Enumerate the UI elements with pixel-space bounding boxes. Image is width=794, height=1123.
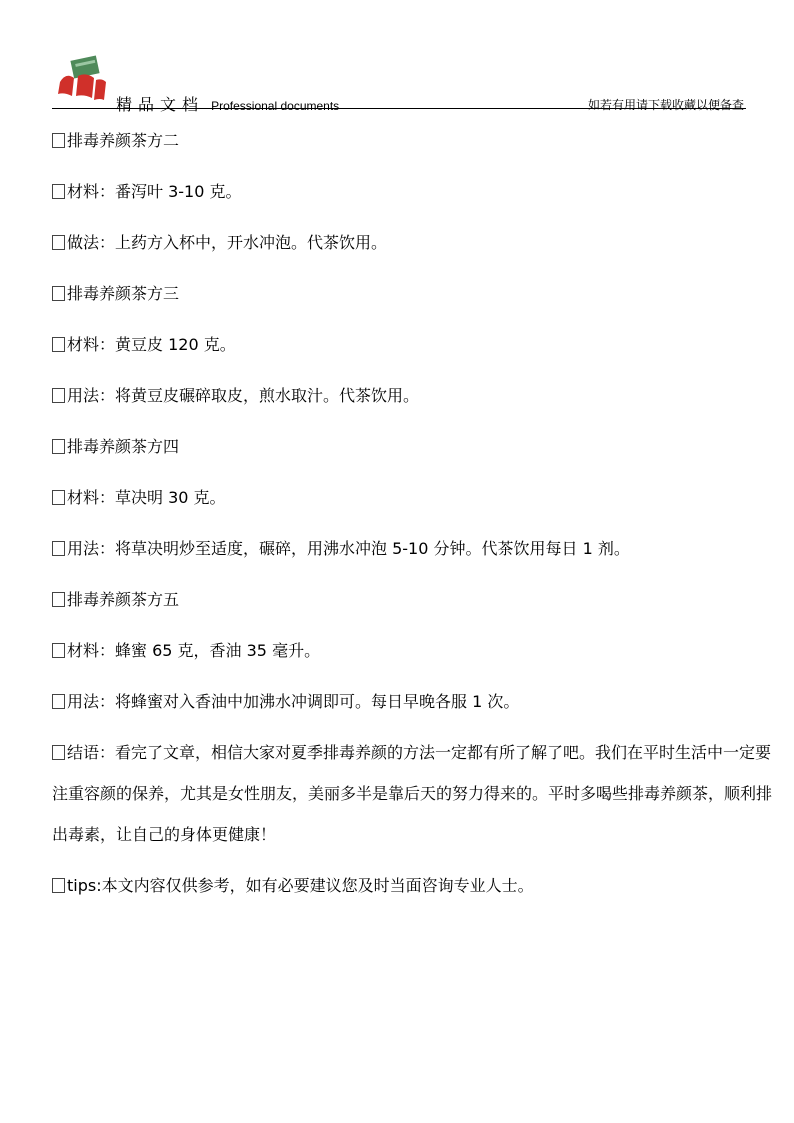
checkbox-glyph-icon bbox=[52, 337, 65, 352]
paragraph bbox=[52, 281, 772, 306]
checkbox-glyph-icon bbox=[52, 490, 65, 505]
paragraph-text: 材料：蜂蜜 65 克，香油 35 毫升。 bbox=[67, 641, 321, 660]
paragraph-text: 做法：上药方入杯中，开水冲泡。代茶饮用。 bbox=[67, 233, 388, 252]
paragraph-text: 用法：将黄豆皮碾碎取皮，煎水取汁。代茶饮用。 bbox=[67, 386, 420, 405]
header-right-note: 如若有用请下载收藏以便备查 bbox=[587, 98, 744, 112]
checkbox-glyph-icon bbox=[52, 439, 65, 454]
paragraph bbox=[52, 689, 772, 714]
header-left bbox=[116, 92, 339, 115]
page-header bbox=[52, 52, 746, 114]
paragraph bbox=[52, 332, 772, 357]
checkbox-glyph-icon bbox=[52, 133, 65, 148]
checkbox-glyph-icon bbox=[52, 235, 65, 250]
paragraph-text: 排毒养颜茶方四 bbox=[67, 437, 180, 456]
document-body bbox=[52, 128, 772, 924]
checkbox-glyph-icon bbox=[52, 878, 65, 893]
paragraph-text: 材料：草决明 30 克。 bbox=[67, 488, 226, 507]
paragraph-text: 排毒养颜茶方五 bbox=[67, 590, 180, 609]
paragraph bbox=[52, 587, 772, 612]
paragraph bbox=[52, 638, 772, 663]
checkbox-glyph-icon bbox=[52, 286, 65, 301]
header-title: 精品文档 bbox=[116, 95, 205, 114]
header-subtitle: Professional documents bbox=[211, 99, 340, 113]
paragraph-text: 排毒养颜茶方三 bbox=[67, 284, 180, 303]
conclusion-paragraph bbox=[52, 732, 772, 855]
paragraph-text: 材料：番泻叶 3-10 克。 bbox=[67, 182, 242, 201]
paragraph-text: 排毒养颜茶方二 bbox=[67, 131, 180, 150]
paragraph bbox=[52, 383, 772, 408]
checkbox-glyph-icon bbox=[52, 184, 65, 199]
paragraph-text: 用法：将蜂蜜对入香油中加沸水冲调即可。每日早晚各服 1 次。 bbox=[67, 692, 520, 711]
conclusion-text: 结语：看完了文章，相信大家对夏季排毒养颜的方法一定都有所了解了吧。我们在平时生活中一定要注重容颜的保养，尤其是女性朋友，美丽多半是靠后天的努力得来的。平时多喝些排毒养颜茶，顺利排出毒素，让自己的身体更健康！ bbox=[52, 743, 773, 844]
checkbox-glyph-icon bbox=[52, 643, 65, 658]
paragraph bbox=[52, 230, 772, 255]
paragraph bbox=[52, 128, 772, 153]
book-logo-icon bbox=[52, 52, 108, 108]
tips-paragraph bbox=[52, 873, 772, 898]
checkbox-glyph-icon bbox=[52, 745, 65, 760]
paragraph bbox=[52, 485, 772, 510]
paragraph bbox=[52, 179, 772, 204]
checkbox-glyph-icon bbox=[52, 541, 65, 556]
checkbox-glyph-icon bbox=[52, 694, 65, 709]
checkbox-glyph-icon bbox=[52, 388, 65, 403]
paragraph-text: 用法：将草决明炒至适度，碾碎，用沸水冲泡 5-10 分钟。代茶饮用每日 1 剂。 bbox=[67, 539, 630, 558]
paragraph-text: 材料：黄豆皮 120 克。 bbox=[67, 335, 236, 354]
header-divider bbox=[52, 108, 746, 109]
checkbox-glyph-icon bbox=[52, 592, 65, 607]
paragraph bbox=[52, 434, 772, 459]
paragraph bbox=[52, 536, 772, 561]
tips-text: tips:本文内容仅供参考，如有必要建议您及时当面咨询专业人士。 bbox=[67, 876, 534, 895]
